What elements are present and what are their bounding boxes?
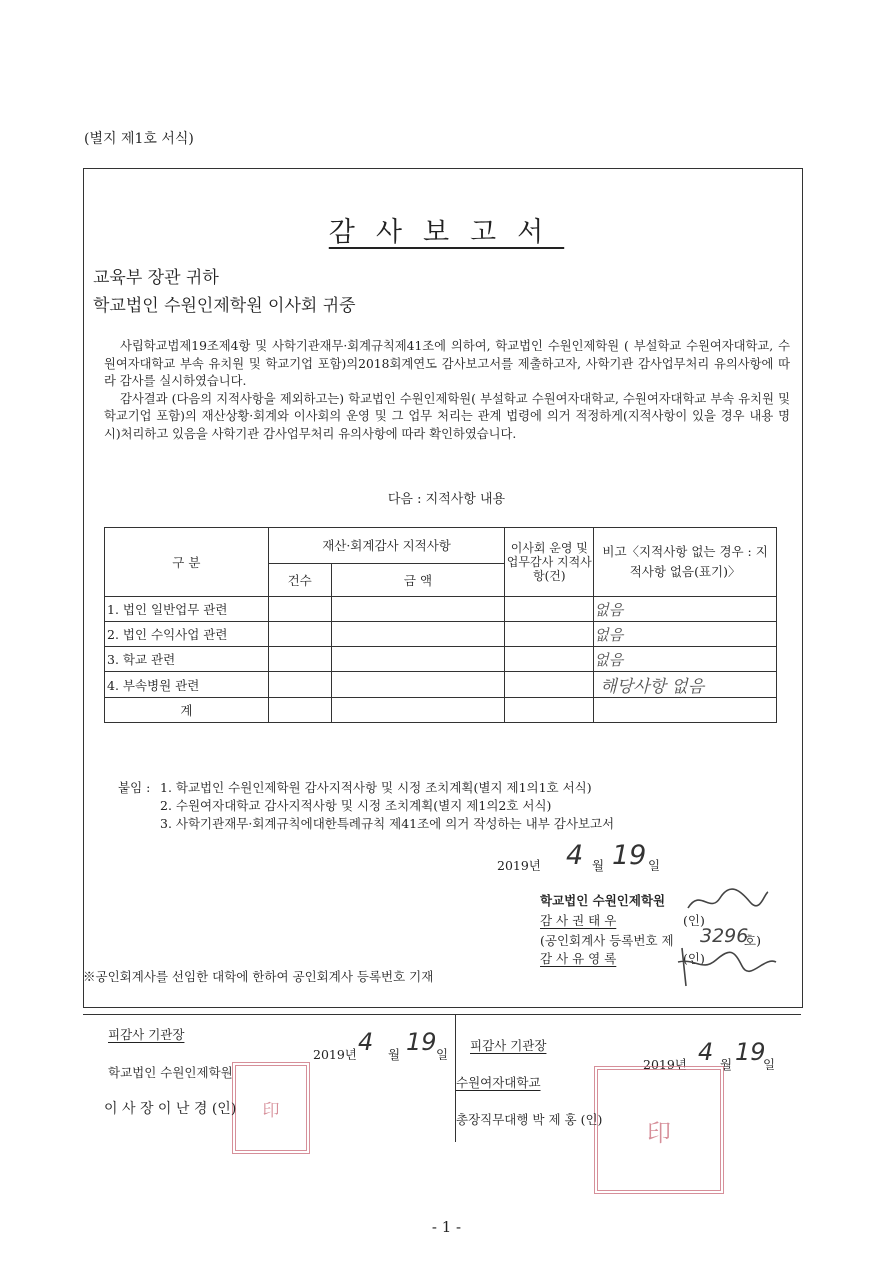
right-date-day-unit: 일: [763, 1057, 776, 1072]
table-row: [105, 647, 777, 672]
left-block-label: 피감사 기관장: [108, 1027, 185, 1042]
cpa-note: ※공인회계사를 선임한 대학에 한하여 공인회계사 등록번호 기재: [83, 969, 434, 984]
right-date-day: 19: [735, 1038, 766, 1066]
report-date-month-unit: 월: [592, 858, 605, 873]
signature-stroke: [688, 889, 768, 908]
left-date-day-unit: 일: [436, 1047, 449, 1062]
right-date-year: 2019년: [643, 1057, 687, 1072]
paragraph-2: 감사결과 (다음의 지적사항을 제외하고는) 학교법인 수원인제학원( 부설학교 수원여자대학교, 수원여자대학교 부속 유치원 및 학교기업 포함)의 재산상황·회계와 이사회의 운영 및 그 업무 처리는 관계 법령에 의거 적정하게(지적사항이 있을 경우 내용 명시)처리하고 있음을 사학기관 감사업무처리 유의사항에 따라 확인하였습니다.: [104, 391, 790, 441]
page-title: 감사보고서: [328, 217, 565, 248]
auditor-2-seal: (인): [683, 951, 705, 966]
left-date-month: 4: [358, 1028, 374, 1056]
row-amount: [331, 597, 505, 622]
total-remark: [594, 698, 777, 723]
report-date-year: 2019년: [497, 858, 541, 873]
row-amount: [331, 647, 505, 672]
header-category: 구 분: [105, 528, 269, 597]
findings-title: 다음 : 지적사항 내용: [387, 492, 506, 507]
header-amount: 금 액: [331, 563, 505, 597]
signature-stroke: [678, 948, 776, 986]
row-count: [268, 597, 331, 622]
row-remark: 없음: [594, 597, 777, 622]
divider-horizontal: [83, 1014, 801, 1015]
header-remark: 비고〈지적사항 없는 경우 : 지적사항 없음(표기)〉: [594, 528, 777, 597]
auditor-1-seal: (인): [683, 913, 705, 928]
form-label: (별지 제1호 서식): [84, 131, 194, 147]
table-row: [105, 672, 777, 698]
row-board: [505, 672, 594, 698]
total-count: [268, 698, 331, 723]
left-official-seal: [232, 1062, 310, 1154]
row-remark: 없음: [594, 622, 777, 647]
row-remark: 없음: [594, 647, 777, 672]
header-count: 건수: [268, 563, 331, 597]
row-board: [505, 647, 594, 672]
auditor-2-signature: [672, 942, 782, 988]
row-label: 4. 부속병원 관련: [105, 672, 269, 698]
row-board: [505, 597, 594, 622]
row-label: 3. 학교 관련: [105, 647, 269, 672]
auditor-1: 감 사 권 태 우: [540, 913, 617, 928]
seal-glyph: 印: [647, 1118, 671, 1147]
total-board: [505, 698, 594, 723]
total-label: 계: [105, 698, 269, 723]
right-block-label: 피감사 기관장: [470, 1038, 547, 1053]
auditor-corp: 학교법인 수원인제학원: [540, 893, 666, 908]
left-date-day: 19: [406, 1028, 437, 1056]
left-date-year: 2019년: [313, 1047, 357, 1062]
report-date-day-unit: 일: [648, 858, 661, 873]
table-row: [105, 597, 777, 622]
table-row: [105, 622, 777, 647]
row-amount: [331, 672, 505, 698]
row-count: [268, 672, 331, 698]
left-date-month-unit: 월: [388, 1047, 401, 1062]
page-number: - 1 -: [431, 1218, 462, 1236]
attachment-item-1: 1. 학교법인 수원인제학원 감사지적사항 및 시정 조치계획(별지 제1의1호 서식): [160, 780, 592, 795]
row-count: [268, 647, 331, 672]
attachments-prefix: 붙임 :: [118, 780, 151, 795]
cpa-registration-close: 호): [744, 933, 761, 948]
row-remark: 해당사항 없음: [594, 672, 777, 698]
total-amount: [331, 698, 505, 723]
report-date-day: 19: [612, 840, 647, 871]
attachment-item-3: 3. 사학기관재무·회계규칙에대한특례규칙 제41조에 의거 작성하는 내부 감사보고서: [160, 816, 615, 831]
right-block-head: 총장직무대행 박 제 홍 (인): [456, 1112, 603, 1127]
right-block-org: 수원여자대학교: [456, 1075, 541, 1090]
seal-glyph: 印: [262, 1100, 280, 1121]
attachment-item-2: 2. 수원여자대학교 감사지적사항 및 시정 조치계획(별지 제1의2호 서식): [160, 798, 552, 813]
findings-table: [104, 527, 777, 723]
header-board: 이사회 운영 및 업무감사 지적사항(건): [505, 528, 594, 597]
auditor-1-signature: [680, 884, 770, 920]
addressee-line2: 학교법인 수원인제학원 이사회 귀중: [93, 296, 356, 316]
row-amount: [331, 622, 505, 647]
report-date-month: 4: [566, 840, 584, 871]
right-official-seal: [594, 1066, 724, 1194]
auditor-2: 감 사 유 영 록: [540, 951, 617, 966]
row-label: 2. 법인 수익사업 관련: [105, 622, 269, 647]
right-date-month-unit: 월: [720, 1057, 733, 1072]
right-date-month: 4: [698, 1038, 714, 1066]
row-board: [505, 622, 594, 647]
body-text: [104, 338, 790, 444]
left-block-head: 이 사 장 이 난 경 (인): [104, 1101, 237, 1117]
left-block-org: 학교법인 수원인제학원: [108, 1065, 233, 1080]
cpa-number: 3296: [700, 925, 749, 947]
paragraph-1: 사립학교법제19조제4항 및 사학기관재무·회계규칙제41조에 의하여, 학교법인 수원인제학원 ( 부설학교 수원여자대학교, 수원여자대학교 부속 유치원 및 학교기업 포함)의2018회계연도 감사보고서를 제출하고자, 사학기관 감사업무처리 유의사항에 따라 감사를 실시하였습니다.: [104, 339, 790, 389]
table-total-row: [105, 698, 777, 723]
row-count: [268, 622, 331, 647]
header-finance: 재산·회계감사 지적사항: [268, 528, 505, 564]
row-label: 1. 법인 일반업무 관련: [105, 597, 269, 622]
addressee-line1: 교육부 장관 귀하: [93, 268, 219, 288]
cpa-registration: (공인회계사 등록번호 제: [540, 933, 674, 948]
